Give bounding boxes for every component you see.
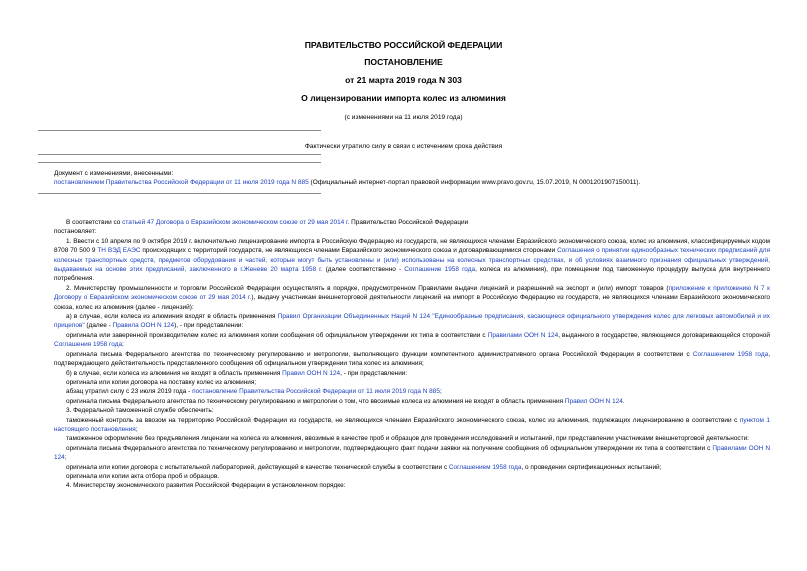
- clause-4: 4. Министерству экономического развития Российской Федерации в установленном порядке:: [66, 482, 346, 490]
- clause-2: 2. Министерству промышленности и торговли Российской Федерации осуществлять в порядке, предусмотренном Правилами выдачи лицензий и разрешений на экспорт и (или) импорт товаров (приложение к приложению N 7 к Договору о Евразийском экономическом союзе от 29 мая 2014 г.), выдачу участникам внешнеторговой деятельности лицензий на импорт в Российскую Федерацию из государств, не являющихся членами Евразийского экономического союза, колес из алюминия (далее - лицензий):: [54, 284, 770, 311]
- divider: [38, 162, 321, 163]
- preamble: В соответствии со статьей 47 Договора о Евразийском экономическом союзе от 29 мая 2014 г. Правительство Российской Федерации: [66, 219, 469, 226]
- link-agreement-1958[interactable]: Соглашением 1958 года: [692, 350, 769, 358]
- divider: [38, 130, 321, 131]
- clause-3-item-5: оригинала или копии акта отбора проб и образцов.: [66, 472, 220, 480]
- document-body: [54, 218, 770, 491]
- amendment-link[interactable]: постановлением Правительства Российской Федерации от 11 июля 2019 года N 885: [54, 179, 309, 186]
- validity-status: Фактически утратило силу в связи с истечением срока действия: [304, 143, 503, 150]
- amendments-info: [54, 169, 774, 187]
- amendment-note: (с изменениями на 11 июля 2019 года): [344, 114, 463, 121]
- link-agreement-1958[interactable]: Соглашения 1958 года: [54, 341, 123, 349]
- divider: [38, 193, 321, 194]
- link-un-rules-124[interactable]: Правила ООН N 124: [112, 322, 175, 330]
- clause-2b-item-3: оригинала письма Федерального агентства по техническому регулированию и метрологии о том, что ввозимые колеса из алюминия не входят в область применения Правил ООН N 124.: [66, 397, 625, 405]
- clause-3-item-4: оригинала или копии договора с испытательной лабораторией, действующей в качестве технической службы в соответствии с Соглашением 1958 года, о проведении сертификационных испытаний;: [66, 463, 662, 471]
- document-type: ПОСТАНОВЛЕНИЕ: [364, 57, 443, 67]
- government-heading: ПРАВИТЕЛЬСТВО РОССИЙСКОЙ ФЕДЕРАЦИИ: [304, 40, 503, 50]
- link-annex-7[interactable]: приложение к приложению N 7 к Договору о Евразийском экономическом союзе от 29 мая 2014 г.: [54, 284, 770, 302]
- clause-3-item-3: оригинала письма Федерального агентства по техническому регулированию и метрологии, подтверждающего факт подачи заявки на получение сообщения об официальном утверждении их типа в соответствии с Правилами ООН N 124;: [54, 444, 770, 462]
- clause-2a: а) в случае, если колеса из алюминия входят в область применения Правил Организации Объединенных Наций N 124 "Единообразные предписания, касающиеся официального утверждения колес для легковых автомобилей и их прицепов" (далее - Правила ООН N 124), - при представлении:: [54, 313, 770, 330]
- amendments-label: Документ с изменениями, внесенными:: [54, 170, 174, 177]
- link-tn-ved[interactable]: ТН ВЭД ЕАЭС: [97, 247, 141, 255]
- clause-3-item-2: таможенное оформление без предъявления лицензии на колеса из алюминия, ввозимые в качестве проб и образцов для проведения исследований и испытаний, при представлении участниками внешнеторговой деятельности:: [66, 435, 749, 443]
- clause-2a-item-2: оригинала письма Федерального агентства по техническому регулированию и метрологии, выполняющего функции компетентного административного органа Российской Федерации в соответствии с Соглашением 1958 года, подтверждающего действительность представленного сообщения об официальном утверждении типа колес из алюминия;: [54, 350, 770, 368]
- link-un-rules-124[interactable]: Правилами ООН N 124: [487, 331, 559, 339]
- amendment-source: (Официальный интернет-портал правовой информации www.pravo.gov.ru, 15.07.2019, N 0001201907150011).: [308, 179, 641, 186]
- clause-2b-item-1: оригинала или копии договора на поставку колес из алюминия;: [66, 378, 257, 386]
- clause-1: 1. Ввести с 10 апреля по 9 октября 2019 г. включительно лицензирование импорта в Российскую Федерацию из государств, не являющихся членами Евразийского экономического союза, колес из алюминия, классифицируемых кодом 8708 70 500 9 ТН ВЭД ЕАЭС происходящих с территорий государств, не являющихся членами Евразийского экономического союза и договаривающимися сторонами Соглашения о принятии единообразных технических предписаний для колесных транспортных средств, предметов оборудования и частей, которые могут быть установлены и (или) использованы на колесных транспортных средствах, и об условиях взаимного признания официальных утверждений, выдаваемых на основе этих предписаний, заключенного в г.Женеве 20 марта 1958 г. (далее соответственно - Соглашение 1958 года, колеса из алюминия), при помещении под таможенную процедуру выпуска для внутреннего потребления.: [54, 237, 770, 283]
- clause-2a-item-1: оригинала или заверенной производителем колес из алюминия копии сообщения об официальном утверждении их типа в соответствии с Правилами ООН N 124, выданного в государстве, являющемся договаривающейся стороной Соглашения 1958 года;: [54, 331, 770, 349]
- clause-2b-item-2: абзац утратил силу с 23 июля 2019 года - постановление Правительства Российской Федерации от 11 июля 2019 года N 885;: [66, 388, 442, 396]
- link-agreement-1958[interactable]: Соглашение 1958 года: [404, 266, 476, 274]
- clause-3-item-1: таможенный контроль за ввозом на территорию Российской Федерации из государств, не являющихся членами Евразийского экономического союза, колес из алюминия, подлежащих лицензированию в соответствии с пунктом 1 настоящего постановления;: [54, 416, 770, 433]
- link-un-rules-124[interactable]: Правил ООН N 124: [282, 369, 341, 377]
- link-agreement-1958[interactable]: Соглашением 1958 года: [448, 463, 522, 471]
- link-un-rules-124[interactable]: Правилами ООН N 124: [54, 444, 770, 462]
- resolves: постановляет:: [54, 228, 97, 236]
- clause-2b: б) в случае, если колеса из алюминия не входят в область применения Правил ООН N 124, - при представлении:: [66, 369, 408, 377]
- document-title: О лицензировании импорта колес из алюминия: [301, 93, 506, 103]
- link-un-rules-124-full[interactable]: Правил Организации Объединенных Наций N 124 "Единообразные предписания, касающиеся официального утверждения колес для легковых автомобилей и их прицепов": [54, 313, 770, 330]
- link-eaeu-treaty[interactable]: статьей 47 Договора о Евразийском экономическом союзе от 29 мая 2014 г.: [122, 219, 350, 226]
- link-clause-1[interactable]: пунктом 1 настоящего постановления: [54, 416, 770, 433]
- divider: [38, 154, 321, 155]
- link-un-rules-124[interactable]: Правил ООН N 124: [564, 397, 623, 405]
- link-resolution-885[interactable]: постановление Правительства Российской Федерации от 11 июля 2019 года N 885: [192, 388, 440, 396]
- clause-3: 3. Федеральной таможенной службе обеспечить:: [66, 407, 214, 415]
- document-date-number: от 21 марта 2019 года N 303: [345, 75, 462, 85]
- link-agreement-1958-full[interactable]: Соглашения о принятии единообразных технических предписаний для колесных транспортных средств, предметов оборудования и частей, которые могут быть установлены и (или) использованы на колесных транспортных средствах, и об условиях взаимного признания официальных утверждений, выдаваемых на основе этих предписаний, заключенного в г.Женеве 20 марта 1958 г.: [54, 247, 770, 274]
